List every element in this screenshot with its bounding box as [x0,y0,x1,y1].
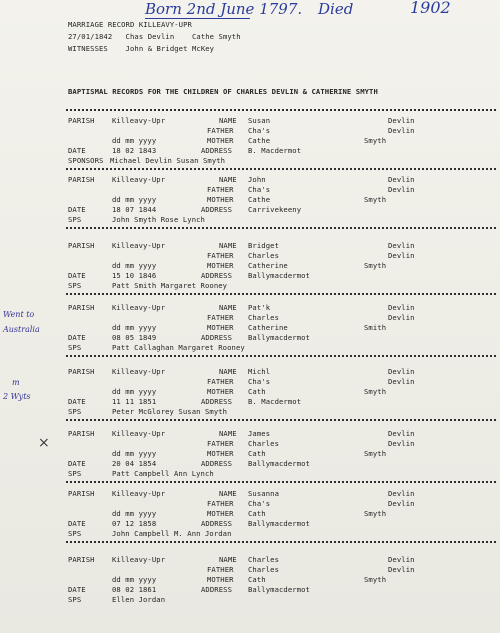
date-label: DATE [68,271,86,280]
date-label: DATE [68,205,86,214]
father-value: Cha's [248,126,271,135]
date-value: 11 11 1851 [112,397,157,406]
sponsors-value: Patt Campbell Ann Lynch [112,469,214,478]
address-label: ADDRESS [201,205,232,214]
parish-label: PARISH [68,489,95,498]
mother-value: Cath [248,387,266,396]
date-value: 08 02 1861 [112,585,157,594]
parish-label: PARISH [68,367,95,376]
name-value: Michl [248,367,271,376]
record-divider [66,168,496,170]
parish-label: PARISH [68,555,95,564]
x-mark: × [38,435,50,451]
date-label: DATE [68,459,86,468]
marriage-record-details: 27/01/1842 Chas Devlin Cathe Smyth [68,32,241,41]
address-label: ADDRESS [201,146,232,155]
address-value: Carrivekeeny [248,205,302,214]
name-label: NAME [219,555,237,564]
address-value: Ballymacdermot [248,519,310,528]
sponsors-label: SPS [68,407,82,416]
father-surname: Devlin [388,313,415,322]
date-format-label: dd mm yyyy [112,261,157,270]
mother-label: MOTHER [207,449,234,458]
mother-label: MOTHER [207,323,234,332]
parish-label: PARISH [68,303,95,312]
date-format-label: dd mm yyyy [112,449,157,458]
sponsors-label: SPS [68,529,82,538]
address-label: ADDRESS [201,585,232,594]
death-year-annotation: 1902 [410,0,451,17]
parish-value: Killeavy-Upr [112,367,166,376]
father-surname: Devlin [388,377,415,386]
parish-value: Killeavy-Upr [112,241,166,250]
parish-label: PARISH [68,175,95,184]
date-label: DATE [68,585,86,594]
margin-note-australia-1: Went to [3,310,35,319]
father-surname: Devlin [388,499,415,508]
surname-value: Devlin [388,175,415,184]
record-divider [66,419,496,421]
date-value: 18 07 1844 [112,205,157,214]
page-title: BAPTISMAL RECORDS FOR THE CHILDREN OF CHARLES DEVLIN & CATHERINE SMYTH [68,87,378,96]
annotation-underline [145,18,250,19]
margin-note-married-1: m [12,378,20,387]
record-divider [66,227,496,229]
mother-label: MOTHER [207,261,234,270]
date-value: 18 02 1843 [112,146,157,155]
father-label: FATHER [207,313,234,322]
surname-value: Devlin [388,241,415,250]
death-annotation: Died [318,0,354,18]
father-surname: Devlin [388,185,415,194]
mother-surname: Smyth [364,449,387,458]
mother-label: MOTHER [207,509,234,518]
father-surname: Devlin [388,439,415,448]
address-label: ADDRESS [201,333,232,342]
sponsors-label: SPS [68,595,82,604]
record-divider [66,481,496,483]
mother-value: Cathe [248,195,271,204]
mother-surname: Smyth [364,261,387,270]
date-format-label: dd mm yyyy [112,575,157,584]
sponsors-label: SPONSORS [68,156,104,165]
mother-value: Catherine [248,261,288,270]
mother-surname: Smyth [364,136,387,145]
name-value: Bridget [248,241,279,250]
address-value: Ballymacdermot [248,271,310,280]
sponsors-value: John Campbell M. Ann Jordan [112,529,232,538]
name-label: NAME [219,116,237,125]
date-label: DATE [68,333,86,342]
parish-label: PARISH [68,241,95,250]
mother-label: MOTHER [207,387,234,396]
date-format-label: dd mm yyyy [112,136,157,145]
father-label: FATHER [207,499,234,508]
sponsors-label: SPS [68,215,82,224]
surname-value: Devlin [388,303,415,312]
father-label: FATHER [207,185,234,194]
birth-annotation: Born 2nd June 1797. [145,0,303,18]
father-label: FATHER [207,377,234,386]
mother-value: Catherine [248,323,288,332]
name-value: Susan [248,116,271,125]
date-format-label: dd mm yyyy [112,323,157,332]
date-value: 15 10 1846 [112,271,157,280]
mother-surname: Smyth [364,387,387,396]
father-surname: Devlin [388,126,415,135]
surname-value: Devlin [388,555,415,564]
date-format-label: dd mm yyyy [112,387,157,396]
name-label: NAME [219,303,237,312]
name-label: NAME [219,367,237,376]
parish-value: Killeavy-Upr [112,429,166,438]
margin-note-married-2: 2 Wyts [3,392,31,401]
mother-value: Cath [248,449,266,458]
mother-surname: Smith [364,323,387,332]
father-value: Charles [248,565,279,574]
sponsors-value: Peter McGlorey Susan Smyth [112,407,228,416]
address-label: ADDRESS [201,519,232,528]
father-label: FATHER [207,126,234,135]
parish-value: Killeavy-Upr [112,175,166,184]
date-value: 08 05 1849 [112,333,157,342]
date-label: DATE [68,519,86,528]
mother-value: Cathe [248,136,271,145]
date-value: 07 12 1858 [112,519,157,528]
father-value: Charles [248,313,279,322]
address-value: Ballymacdermot [248,585,310,594]
date-format-label: dd mm yyyy [112,509,157,518]
name-value: James [248,429,271,438]
mother-label: MOTHER [207,575,234,584]
address-label: ADDRESS [201,271,232,280]
record-divider [66,355,496,357]
parish-label: PARISH [68,429,95,438]
parish-label: PARISH [68,116,95,125]
father-label: FATHER [207,439,234,448]
sponsors-value: John Smyth Rose Lynch [112,215,205,224]
address-label: ADDRESS [201,459,232,468]
name-value: Charles [248,555,279,564]
mother-label: MOTHER [207,195,234,204]
mother-surname: Smyth [364,575,387,584]
name-label: NAME [219,489,237,498]
name-label: NAME [219,429,237,438]
mother-surname: Smyth [364,195,387,204]
father-value: Charles [248,251,279,260]
name-label: NAME [219,241,237,250]
father-value: Charles [248,439,279,448]
parish-value: Killeavy-Upr [112,303,166,312]
sponsors-value: Michael Devlin Susan Smyth [110,156,226,165]
sponsors-label: SPS [68,469,82,478]
name-value: Pat'k [248,303,271,312]
sponsors-label: SPS [68,281,82,290]
date-format-label: dd mm yyyy [112,195,157,204]
mother-value: Cath [248,575,266,584]
address-value: B. Macdermot [248,397,302,406]
marriage-witnesses: WITNESSES John & Bridget McKey [68,44,215,53]
date-value: 20 04 1854 [112,459,157,468]
date-label: DATE [68,397,86,406]
mother-label: MOTHER [207,136,234,145]
father-value: Cha's [248,185,271,194]
sponsors-value: Patt Callaghan Margaret Rooney [112,343,245,352]
parish-value: Killeavy-Upr [112,555,166,564]
sponsors-value: Ellen Jordan [112,595,166,604]
name-label: NAME [219,175,237,184]
name-value: Susanna [248,489,279,498]
mother-value: Cath [248,509,266,518]
surname-value: Devlin [388,116,415,125]
address-value: Ballymacdermot [248,459,310,468]
name-value: John [248,175,266,184]
surname-value: Devlin [388,429,415,438]
address-value: B. Macdermot [248,146,302,155]
father-label: FATHER [207,251,234,260]
address-label: ADDRESS [201,397,232,406]
date-label: DATE [68,146,86,155]
marriage-record-title: MARRIAGE RECORD KILLEAVY-UPR [68,20,192,29]
margin-note-australia-2: Australia [3,325,40,334]
top-rule [66,109,496,111]
mother-surname: Smyth [364,509,387,518]
father-value: Cha's [248,377,271,386]
sponsors-label: SPS [68,343,82,352]
father-label: FATHER [207,565,234,574]
parish-value: Killeavy-Upr [112,116,166,125]
address-value: Ballymacdermot [248,333,310,342]
surname-value: Devlin [388,489,415,498]
father-surname: Devlin [388,251,415,260]
record-divider [66,541,496,543]
parish-value: Killeavy-Upr [112,489,166,498]
father-surname: Devlin [388,565,415,574]
father-value: Cha's [248,499,271,508]
sponsors-value: Patt Smith Margaret Rooney [112,281,228,290]
record-divider [66,293,496,295]
surname-value: Devlin [388,367,415,376]
